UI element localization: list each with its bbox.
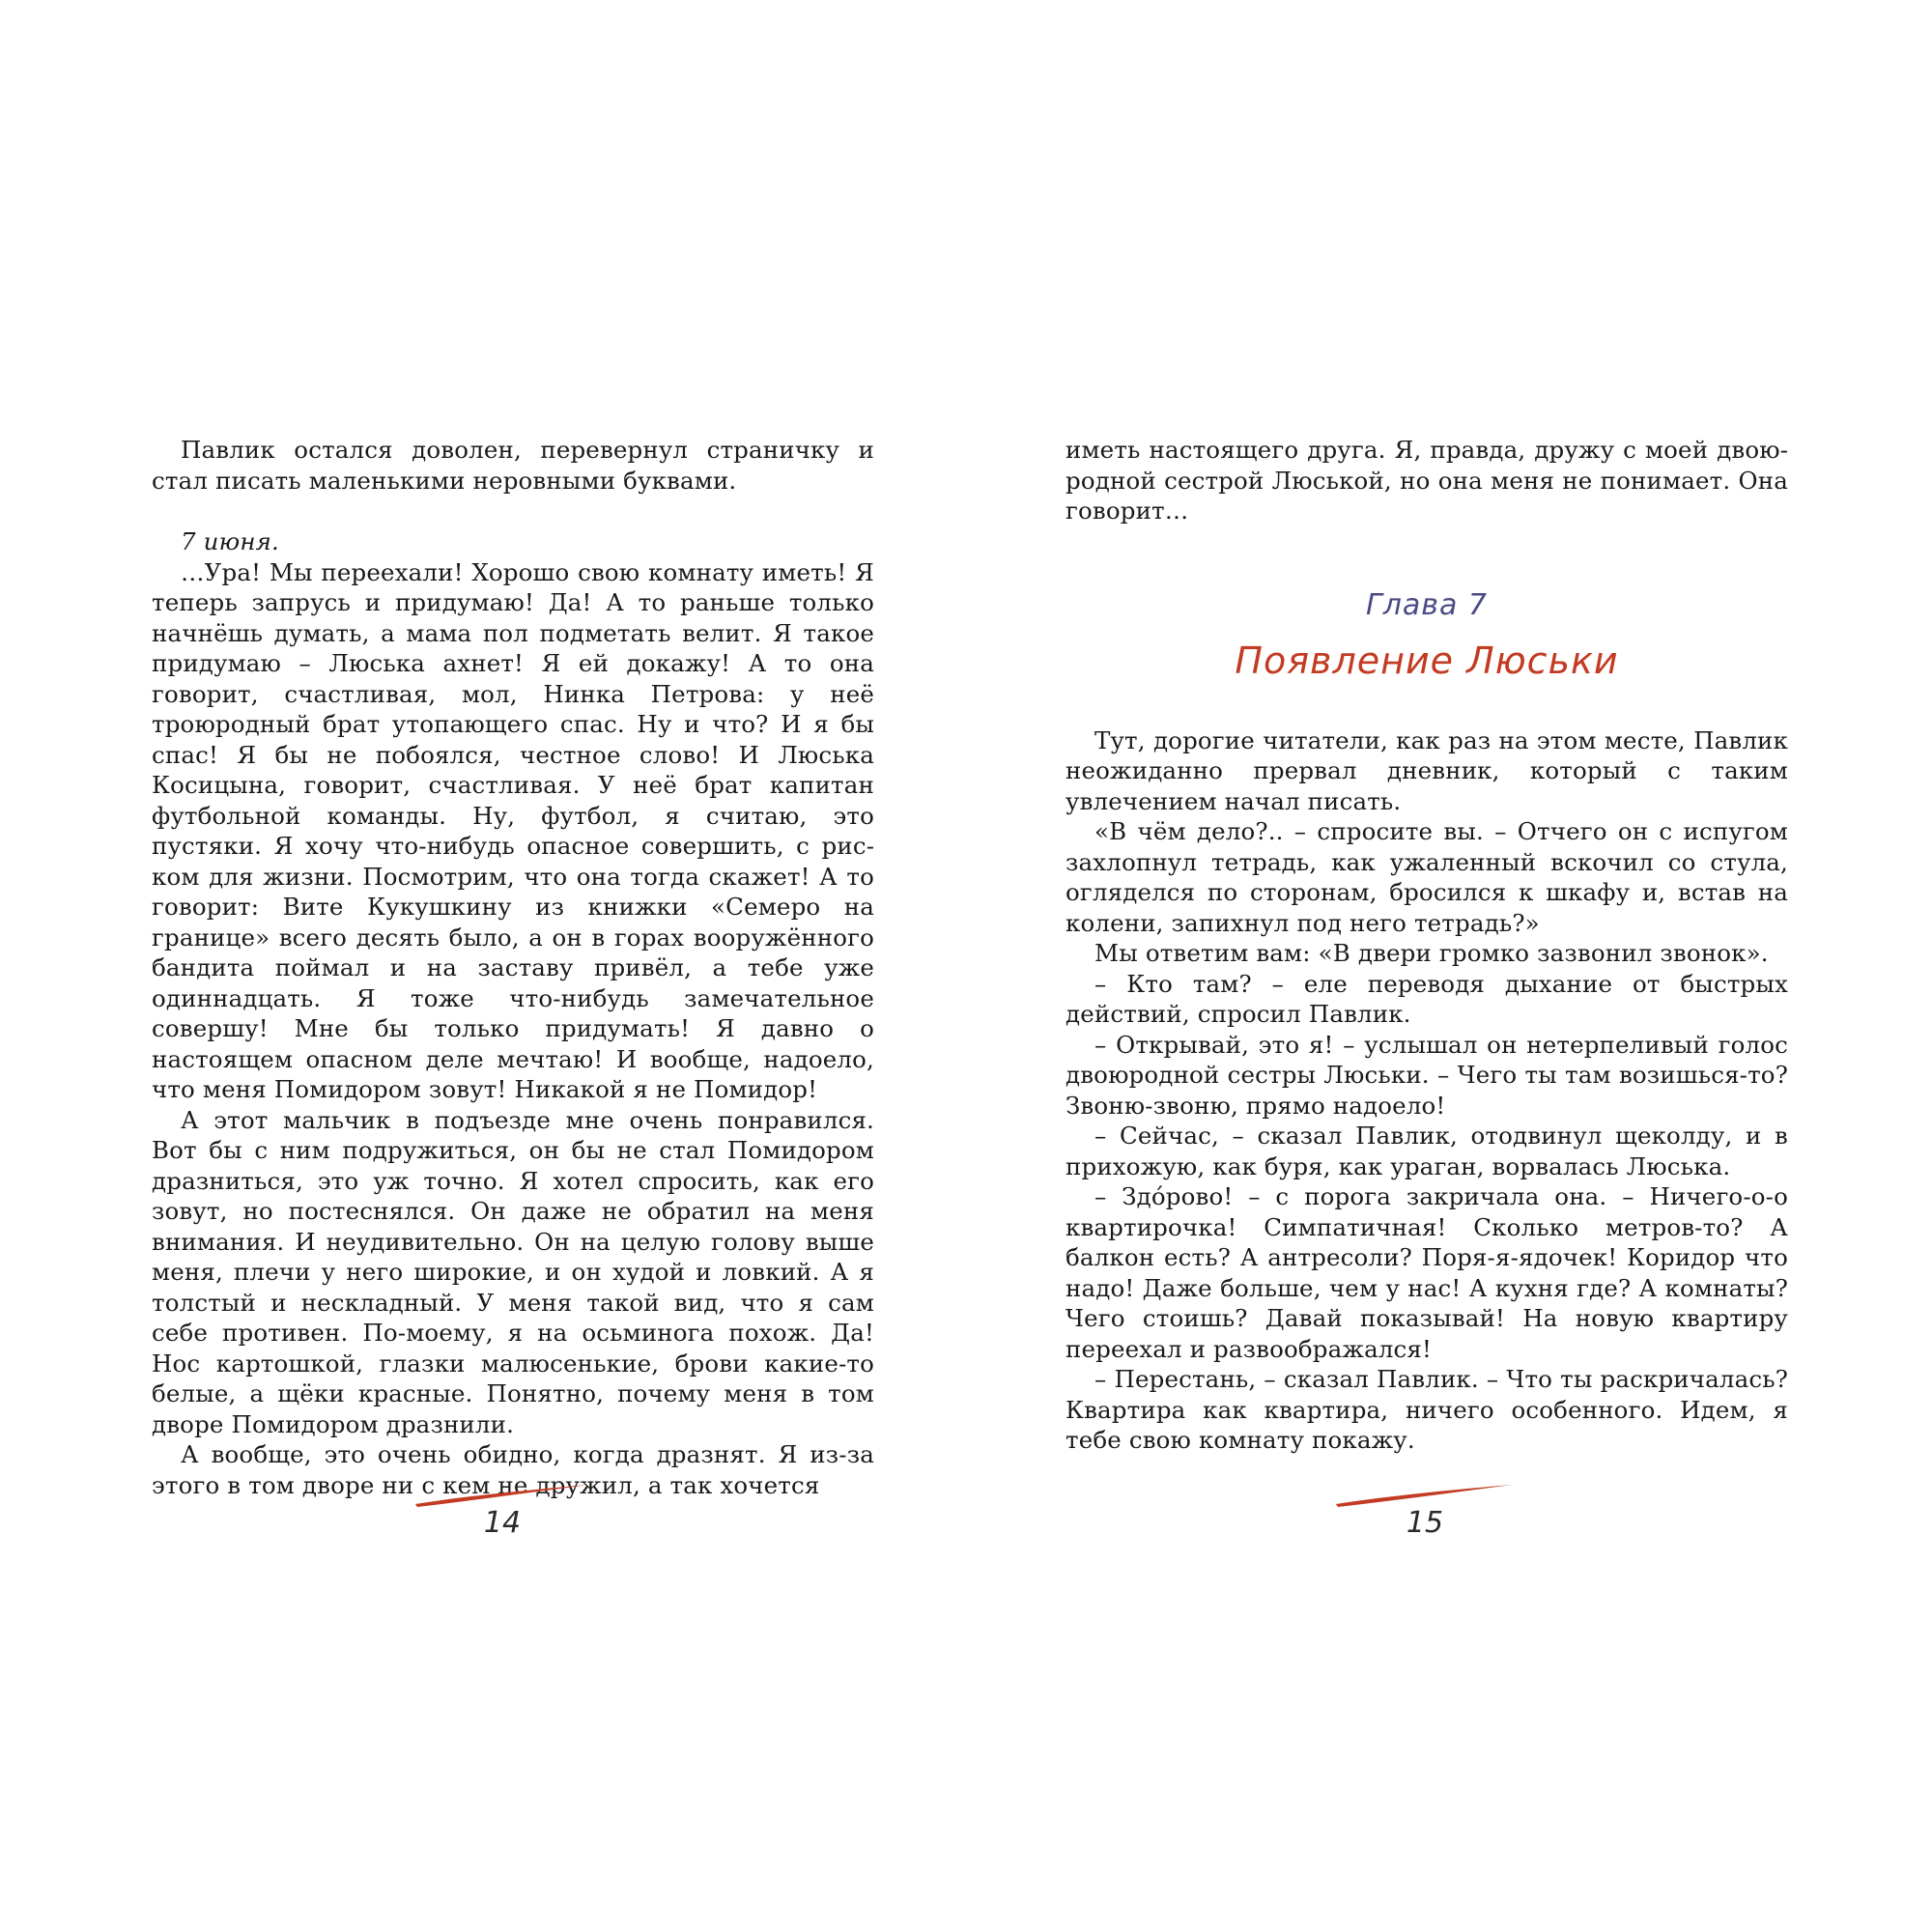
page-number: 14 <box>483 1506 522 1540</box>
body-paragraph: – Здóрово! – с порога закричала она. – Ничего-о-о квартирочка! Симпатичная! Сколько метров-то? А балкон есть? А антресоли? Поря-я-ядочек! Коридор что надо! Даже больше, чем у нас! А кухня где? А комнаты? Чего стоишь? Давай показывай! На новую квартиру переехал и развоображался! <box>1065 1182 1788 1363</box>
left-page-footer <box>406 1483 599 1541</box>
diary-date: 7 июня. <box>181 527 279 555</box>
body-paragraph: – Перестань, – сказал Павлик. – Что ты раскричалась? Квартира как квартира, ничего особенного. Идем, я тебе свою комнату покажу. <box>1065 1365 1788 1454</box>
body-paragraph: «В чём дело?.. – спросите вы. – Отчего он с испугом захлопнул тетрадь, как ужаленный вскочил со стула, огляделся по сторонам, бросился к шкафу и, встав на колени, запихнул под него тетрадь?» <box>1065 817 1788 937</box>
intro-paragraph: Павлик остался доволен, перевернул страничку и стал писать маленькими неровными буквами. <box>152 436 874 495</box>
chapter-number: Глава 7 <box>1366 587 1488 622</box>
body-paragraph: Мы ответим вам: «В двери громко зазвонил звонок». <box>1094 939 1769 967</box>
page-number: 15 <box>1406 1506 1444 1540</box>
right-page <box>1065 435 1788 1456</box>
body-paragraph: А этот мальчик в подъезде мне очень понравился. Вот бы с ним подружиться, он бы не стал Помидором дразниться, это уж точно. Я хотел спросить, как его зовут, но постеснялся. Он даже не обратил на меня внимания. И неудивительно. Он на целую голову выше меня, плечи у него широкие, и он худой и ловкий. А я толстый и нескладный. У меня такой вид, что я сам себе противен. По-моему, я на осьминога похож. Да! Нос картошкой, глазки малюсенькие, брови какие-то белые, а щёки красные. Понятно, почему меня в том дворе Помидором дразнили. <box>152 1105 874 1438</box>
body-paragraph: – Сейчас, – сказал Павлик, отодвинул щеколду, и в прихожую, как буря, как ураган, ворвалась Люська. <box>1065 1122 1788 1180</box>
body-paragraph: А вообще, это очень обидно, когда дразнят. Я из-за этого в том дворе ни с кем не дружил, а так хочется <box>152 1440 874 1499</box>
right-page-footer <box>1328 1483 1521 1541</box>
chapter-title: Появление Люськи <box>1235 639 1619 682</box>
continuation-paragraph: иметь настоящего друга. Я, правда, дружу с моей двоюродной сестрой Люськой, но она меня не понимает. Она говорит… <box>1065 436 1788 525</box>
body-paragraph: …Ура! Мы переехали! Хорошо свою комнату иметь! Я теперь запрусь и придумаю! Да! А то раньше только начнёшь думать, а мама пол подметать велит. Я такое придумаю – Люська ахнет! Я ей докажу! А то она говорит, счастливая, мол, Нинка Петрова: у неё троюродный брат утопающего спас. Ну и что? И я бы спас! Я бы не побоялся, честное слово! И Люська Косицына, говорит, счастливая. У неё брат капитан футбольной команды. Ну, футбол, я считаю, это пустяки. Я хочу что-нибудь опасное совершить, с риском для жизни. Посмотрим, что она тогда скажет! А то говорит: Вите Кукушкину из книжки «Семеро на границе» всего десять было, а он в горах вооружённого бандита поймал и на заставу привёл, а тебе уже одиннадцать. Я тоже что-нибудь замечательное совершу! Мне бы только придумать! Я давно о настоящем опасном деле мечтаю! И вообще, надоело, что меня Помидором зовут! Никакой я не Помидор! <box>152 557 874 1103</box>
body-paragraph: – Открывай, это я! – услышал он нетерпеливый голос двоюродной сестры Люськи. – Чего ты там возишься-то? Звоню-звоню, прямо надоело! <box>1065 1030 1788 1120</box>
paragraph-gap <box>152 496 874 526</box>
left-page <box>152 435 874 1500</box>
body-paragraph: – Кто там? – еле переводя дыхание от быстрых действий, спросил Павлик. <box>1065 969 1788 1028</box>
body-paragraph: Тут, дорогие читатели, как раз на этом месте, Павлик неожиданно прервал дневник, который с таким увлечением начал писать. <box>1065 725 1788 815</box>
